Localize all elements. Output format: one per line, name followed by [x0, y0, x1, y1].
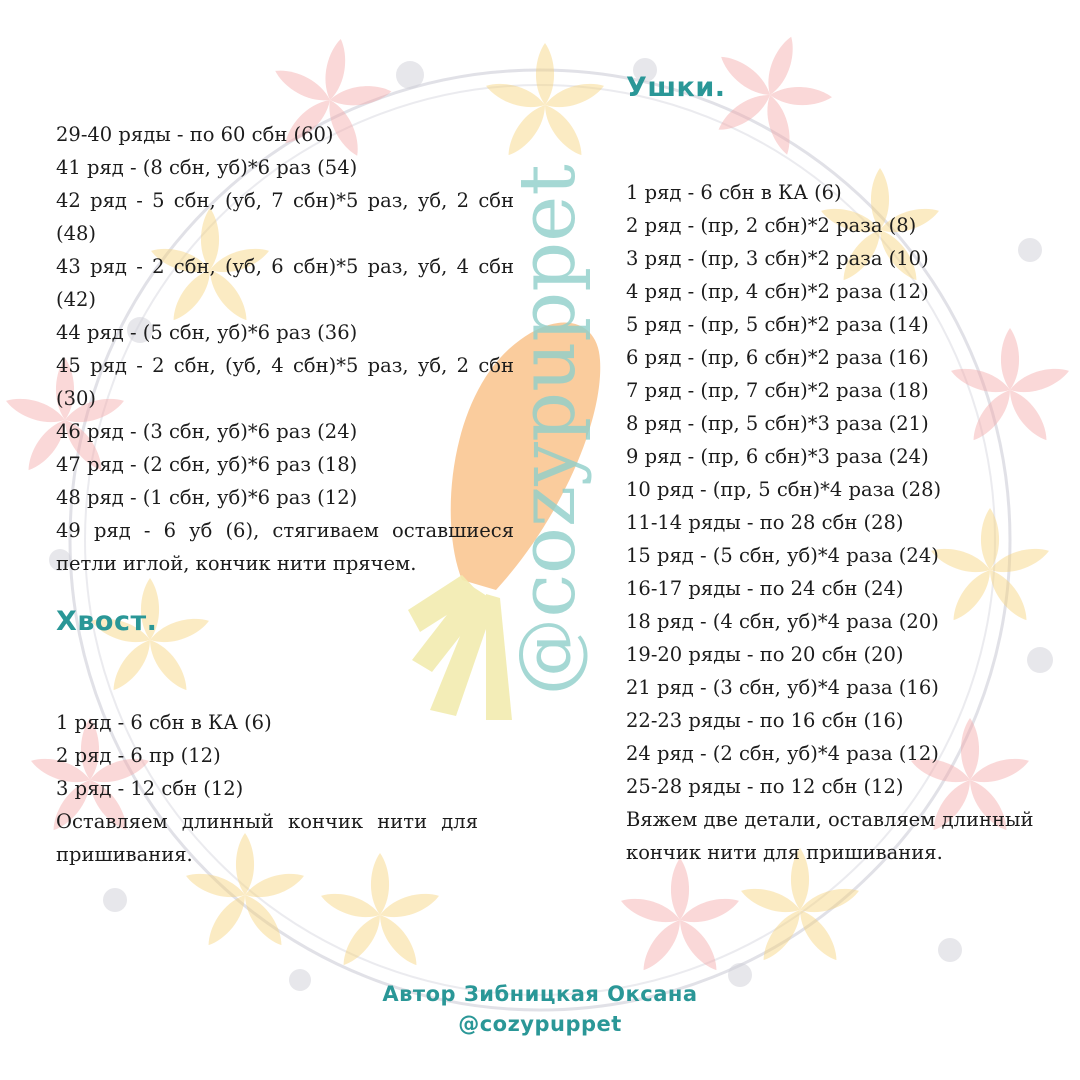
row-text: 7 ряд - (пр, 7 сбн)*2 раза (18): [626, 379, 929, 402]
row-text: 15 ряд - (5 сбн, уб)*4 раза (24): [626, 544, 939, 567]
row-text: 3 ряд - 12 сбн (12): [56, 777, 244, 800]
row-text: 18 ряд - (4 сбн, уб)*4 раза (20): [626, 610, 939, 633]
row-text: 10 ряд - (пр, 5 сбн)*4 раза (28): [626, 478, 942, 501]
author-handle: @cozypuppet: [458, 1012, 622, 1036]
row-text: 5 ряд - (пр, 5 сбн)*2 раза (14): [626, 313, 929, 336]
row-text: 19-20 ряды - по 20 сбн (20): [626, 643, 904, 666]
row-text: Оставляем длинный кончик нити для пришивания.: [56, 810, 478, 866]
row-text: 3 ряд - (пр, 3 сбн)*2 раза (10): [626, 247, 929, 270]
tail-section-rows: [56, 706, 478, 871]
row-text: 41 ряд - (8 сбн, уб)*6 раз (54): [56, 156, 358, 179]
row-text: 46 ряд - (3 сбн, уб)*6 раз (24): [56, 420, 358, 443]
ears-section-rows: [626, 176, 1056, 869]
row-text: 6 ряд - (пр, 6 сбн)*2 раза (16): [626, 346, 929, 369]
left-section-rows: [56, 118, 514, 580]
row-text: 4 ряд - (пр, 4 сбн)*2 раза (12): [626, 280, 929, 303]
row-text: 48 ряд - (1 сбн, уб)*6 раз (12): [56, 486, 358, 509]
row-text: 47 ряд - (2 сбн, уб)*6 раз (18): [56, 453, 358, 476]
row-text: 29-40 ряды - по 60 сбн (60): [56, 123, 334, 146]
row-text: 11-14 ряды - по 28 сбн (28): [626, 511, 904, 534]
author-credit: Автор Зибницкая Оксана: [382, 982, 698, 1006]
row-text: Вяжем две детали, оставляем длинный кончик нити для пришивания.: [626, 808, 1034, 864]
row-text: 16-17 ряды - по 24 сбн (24): [626, 577, 904, 600]
watermark-handle: @cozypuppet: [503, 164, 593, 696]
ears-section-title: Ушки.: [626, 72, 726, 103]
row-text: 44 ряд - (5 сбн, уб)*6 раз (36): [56, 321, 358, 344]
row-text: 2 ряд - (пр, 2 сбн)*2 раза (8): [626, 214, 917, 237]
row-text: 42 ряд - 5 сбн, (уб, 7 сбн)*5 раз, уб, 2 сбн (48): [56, 189, 514, 245]
row-text: 25-28 ряды - по 12 сбн (12): [626, 775, 904, 798]
row-text: 45 ряд - 2 сбн, (уб, 4 сбн)*5 раз, уб, 2 сбн (30): [56, 354, 514, 410]
row-text: 1 ряд - 6 сбн в КА (6): [626, 181, 842, 204]
row-text: 21 ряд - (3 сбн, уб)*4 раза (16): [626, 676, 939, 699]
row-text: 24 ряд - (2 сбн, уб)*4 раза (12): [626, 742, 939, 765]
row-text: 43 ряд - 2 сбн, (уб, 6 сбн)*5 раз, уб, 4 сбн (42): [56, 255, 514, 311]
row-text: 2 ряд - 6 пр (12): [56, 744, 221, 767]
row-text: 8 ряд - (пр, 5 сбн)*3 раза (21): [626, 412, 929, 435]
row-text: 49 ряд - 6 уб (6), стягиваем оставшиеся петли иглой, кончик нити прячем.: [56, 519, 514, 575]
row-text: 1 ряд - 6 сбн в КА (6): [56, 711, 272, 734]
tail-section-title: Хвост.: [56, 606, 158, 637]
row-text: 9 ряд - (пр, 6 сбн)*3 раза (24): [626, 445, 929, 468]
row-text: 22-23 ряды - по 16 сбн (16): [626, 709, 904, 732]
